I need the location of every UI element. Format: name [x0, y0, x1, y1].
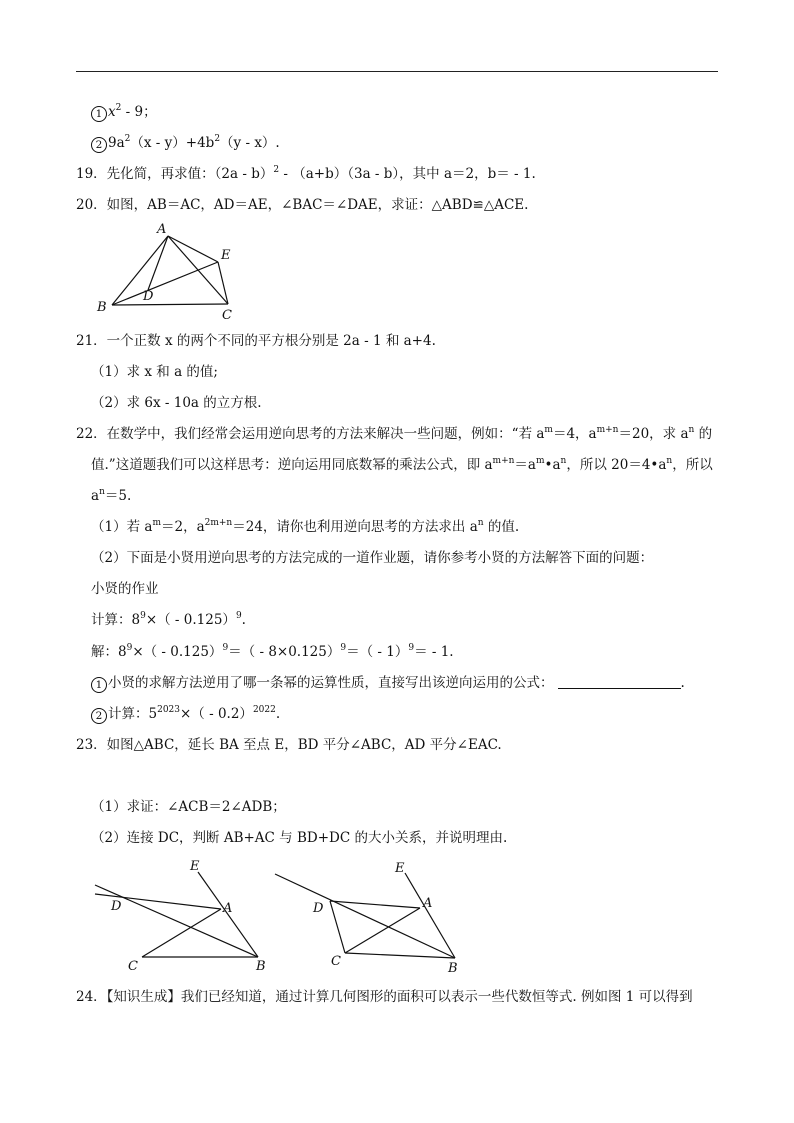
segment-AE [168, 236, 218, 262]
segment-DB [275, 874, 455, 958]
segment-EB [405, 873, 455, 958]
q22-homework-calc: 计算：$8^9\times( - 0.125)^9$. [91, 610, 246, 628]
segment-DB [95, 885, 258, 957]
label-E: E [190, 859, 200, 874]
circled-number: 1 [91, 106, 107, 122]
circled-number: 1 [91, 677, 107, 693]
q23-part1: （1）求证：∠ACB＝2∠ADB； [91, 799, 286, 815]
label-D: D [143, 289, 154, 304]
segment-BC [112, 304, 228, 305]
q18-sub2: 2 $9a^2(x - y)+4b^2(y - x)$. [91, 135, 280, 153]
header-rule [76, 71, 718, 72]
question-20: 20．如图，AB＝AC，AD＝AE，∠BAC＝∠DAE，求证：△ABD≌△ACE. [76, 197, 529, 213]
segment-BE [112, 262, 218, 305]
figure-q20 [90, 218, 250, 320]
q18-sub1: 1 $x^2 - 9$； [91, 104, 157, 122]
label-A: A [157, 222, 167, 237]
segment-AD [148, 236, 168, 290]
label-C: C [128, 959, 138, 974]
label-D: D [111, 899, 122, 914]
segment-DA [330, 901, 420, 908]
q22-homework-solution: 解：$8^9\times( - 0.125)^9=( - 8\times 0.125)^9=( - 1)^9= - 1$. [91, 642, 454, 660]
label-B: B [97, 300, 107, 315]
segment-AC [345, 908, 420, 953]
question-24: 24．【知识生成】我们已经知道，通过计算几何图形的面积可以表示一些代数恒等式. 例如图 1 可以得到 [76, 989, 693, 1005]
label-B: B [448, 961, 458, 976]
label-A: A [423, 896, 433, 911]
label-B: B [256, 959, 266, 974]
circled-number: 2 [91, 137, 107, 153]
question-22-line1: 22．在数学中，我们经常会运用逆向思考的方法来解决一些问题，例如：“若 $a^m=4$，$a^{m+n}=20$，求 $a^n$ 的 [76, 424, 713, 442]
q22-circle2: 2 计算：$5^{2023}\times( - 0.2)^{2022}$. [91, 706, 280, 724]
q21-part1: （1）求 x 和 a 的值; [91, 364, 218, 380]
q22-homework-title: 小贤的作业 [91, 581, 159, 597]
label-E: E [395, 861, 405, 876]
segment-AB [112, 236, 168, 305]
label-A: A [223, 901, 233, 916]
q22-part1: （1）若 $a^m=2$，$a^{2m+n}=24$，请你也利用逆向思考的方法求出 $a^n$ 的值. [91, 517, 520, 535]
question-22-line2: 值.”这道题我们可以这样思考：逆向运用同底数幂的乘法公式，即 $a^{m+n}=a^m•a^n$，所以 $20=4•a^n$，所以 [91, 455, 713, 473]
question-19: 19．先化简，再求值：（2a - b）$^2$ - （a+b）（3a - b），其中 a＝2，b＝ - 1. [76, 164, 536, 182]
answer-blank[interactable] [558, 676, 681, 689]
segment-DC [330, 901, 345, 953]
q23-part2: （2）连接 DC，判断 AB+AC 与 BD+DC 的大小关系，并说明理由. [91, 830, 508, 846]
figure-q23-2 [270, 856, 470, 976]
label-C: C [222, 308, 232, 320]
segment-AC [142, 909, 221, 957]
q21-part2: （2）求 6x - 10a 的立方根. [91, 395, 262, 411]
figure-q23-1 [90, 856, 280, 976]
q22-part2: （2）下面是小贤用逆向思考的方法完成的一道作业题，请你参考小贤的方法解答下面的问题： [91, 550, 654, 566]
circled-number: 2 [91, 708, 107, 724]
label-C: C [331, 954, 341, 969]
segment-CB [345, 953, 455, 958]
label-D: D [313, 901, 324, 916]
question-23: 23．如图△ABC，延长 BA 至点 E，BD 平分∠ABC，AD 平分∠EAC. [76, 737, 502, 753]
q22-circle1: 1 小贤的求解方法逆用了哪一条幂的运算性质，直接写出该逆向运用的公式： . [91, 675, 685, 693]
label-E: E [221, 248, 231, 263]
question-22-line3: $a^n=5$. [91, 486, 132, 504]
question-21: 21．一个正数 x 的两个不同的平方根分别是 2a - 1 和 a+4. [76, 333, 436, 349]
